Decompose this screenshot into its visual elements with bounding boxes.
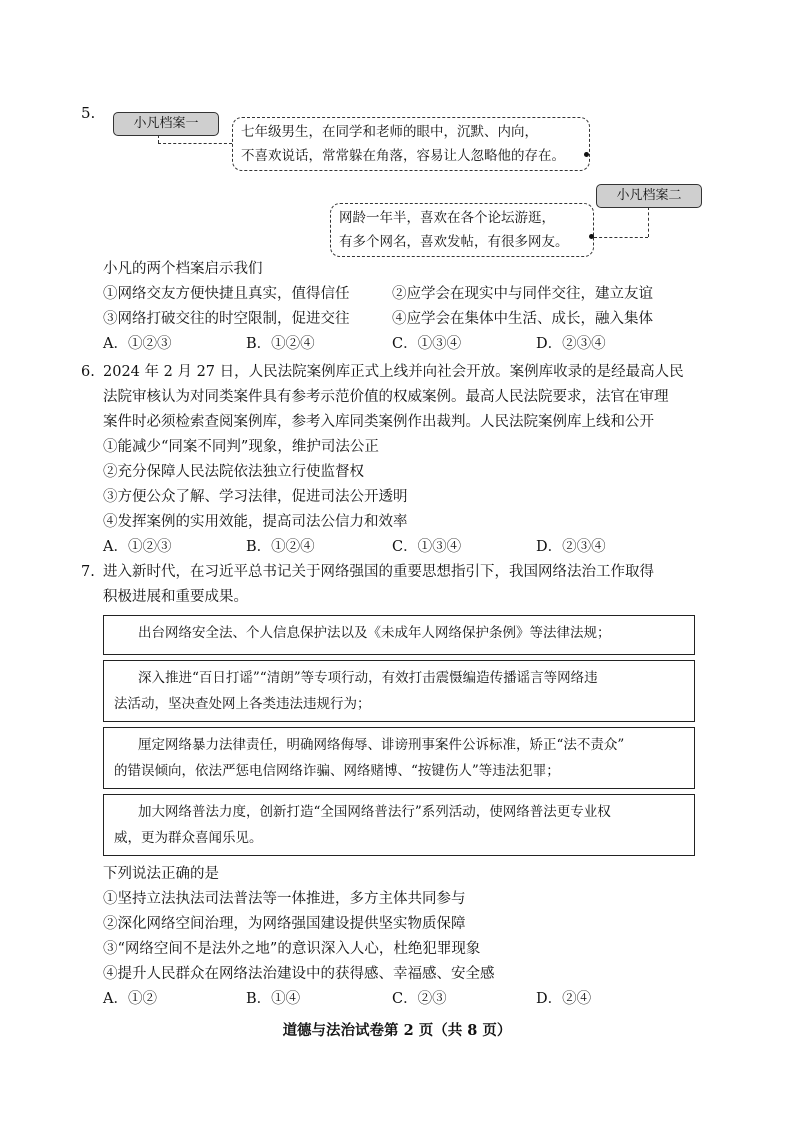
material-box-3 bbox=[103, 727, 695, 789]
question-7-number: 7. bbox=[81, 564, 95, 580]
question-7-choice-c: C．②③ bbox=[392, 991, 447, 1007]
profile-box-1-line-1: 七年级男生，在同学和老师的眼中，沉默、内向， bbox=[241, 124, 538, 140]
question-5-option-4: ④应学会在集体中生活、成长，融入集体 bbox=[392, 311, 653, 327]
material-box-3-line-1: 厘定网络暴力法律责任，明确网络侮辱、诽谤刑事案件公诉标准，矫正“法不责众” bbox=[138, 737, 625, 753]
question-5-option-1: ①网络交友方便快捷且真实，值得信任 bbox=[103, 286, 350, 302]
question-7-line-2: 积极进展和重要成果。 bbox=[103, 589, 248, 605]
question-5-option-2: ②应学会在现实中与同伴交往，建立友谊 bbox=[392, 286, 653, 302]
profile-box-1-line-2: 不喜欢说话，常常躲在角落，容易让人忽略他的存在。 bbox=[241, 148, 565, 164]
material-box-2 bbox=[103, 660, 695, 722]
question-7-option-4: ④提升人民群众在网络法治建设中的获得感、幸福感、安全感 bbox=[103, 966, 495, 982]
question-7-stem: 下列说法正确的是 bbox=[103, 866, 219, 882]
material-box-2-line-2: 法活动，坚决查处网上各类违法违规行为； bbox=[114, 696, 371, 712]
question-6-choice-c: C．①③④ bbox=[392, 539, 462, 555]
material-box-4 bbox=[103, 794, 695, 856]
material-box-2-line-1: 深入推进“百日打谣”“清朗”等专项行动，有效打击震慑编造传播谣言等网络违 bbox=[138, 670, 598, 686]
profile-tag-1: 小凡档案一 bbox=[113, 112, 219, 136]
material-box-4-line-2: 威，更为群众喜闻乐见。 bbox=[114, 830, 263, 846]
question-7-option-1: ①坚持立法执法司法普法等一体推进，多方主体共同参与 bbox=[103, 891, 466, 907]
material-box-1 bbox=[103, 615, 695, 655]
question-6-option-4: ④发挥案例的实用效能，提高司法公信力和效率 bbox=[103, 514, 408, 530]
profile-box-2-line-1: 网龄一年半，喜欢在各个论坛游逛， bbox=[339, 210, 555, 226]
question-5-option-3: ③网络打破交往的时空限制，促进交往 bbox=[103, 311, 350, 327]
question-5-number: 5. bbox=[81, 104, 96, 122]
page-footer: 道德与法治试卷第 2 页（共 8 页） bbox=[282, 1022, 512, 1039]
question-6-choice-b: B．①②④ bbox=[246, 539, 315, 555]
connector-line bbox=[158, 143, 232, 144]
question-7-line-1: 进入新时代，在习近平总书记关于网络强国的重要思想指引下，我国网络法治工作取得 bbox=[103, 564, 654, 580]
question-5-choice-c: C．①③④ bbox=[392, 336, 462, 352]
profile-box-2 bbox=[330, 203, 594, 257]
question-5-choice-d: D．②③④ bbox=[536, 336, 606, 352]
connector-dot bbox=[584, 152, 589, 157]
question-6-option-3: ③方便公众了解、学习法律，促进司法公开透明 bbox=[103, 489, 408, 505]
question-6-choice-a: A．①②③ bbox=[103, 539, 172, 555]
profile-box-2-line-2: 有多个网名，喜欢发帖，有很多网友。 bbox=[339, 234, 569, 250]
question-5-stem: 小凡的两个档案启示我们 bbox=[103, 261, 263, 277]
question-5-choice-a: A．①②③ bbox=[103, 336, 172, 352]
question-6-line-3: 案件时必须检索查阅案例库，参考入库同类案例作出裁判。人民法院案例库上线和公开 bbox=[103, 414, 654, 430]
question-5-choice-b: B．①②④ bbox=[246, 336, 315, 352]
material-box-4-line-1: 加大网络普法力度，创新打造“全国网络普法行”系列活动，使网络普法更专业权 bbox=[138, 804, 611, 820]
question-6-line-2: 法院审核认为对同类案件具有参考示范价值的权威案例。最高人民法院要求，法官在审理 bbox=[103, 389, 669, 405]
profile-box-1 bbox=[232, 117, 590, 171]
connector-dot bbox=[589, 234, 594, 239]
question-7-option-3: ③“网络空间不是法外之地”的意识深入人心，杜绝犯罪现象 bbox=[103, 941, 481, 957]
connector-line bbox=[158, 135, 159, 143]
question-6-choice-d: D．②③④ bbox=[536, 539, 606, 555]
profile-tag-2: 小凡档案二 bbox=[596, 184, 702, 208]
connector-line bbox=[648, 207, 649, 237]
question-6-number: 6. bbox=[81, 364, 95, 380]
question-6-option-1: ①能减少“同案不同判”现象，维护司法公正 bbox=[103, 439, 379, 455]
material-box-3-line-2: 的错误倾向，依法严惩电信网络诈骗、网络赌博、“按键伤人”等违法犯罪； bbox=[114, 763, 560, 779]
question-7-option-2: ②深化网络空间治理，为网络强国建设提供坚实物质保障 bbox=[103, 916, 466, 932]
material-box-1-text: 出台网络安全法、个人信息保护法以及《未成年人网络保护条例》等法律法规； bbox=[138, 625, 611, 641]
connector-line bbox=[594, 237, 648, 238]
question-6-line-1: 2024 年 2 月 27 日，人民法院案例库正式上线并向社会开放。案例库收录的是经最高人民 bbox=[103, 364, 684, 380]
question-7-choice-b: B．①④ bbox=[246, 991, 301, 1007]
question-6-option-2: ②充分保障人民法院依法独立行使监督权 bbox=[103, 464, 364, 480]
question-7-choice-d: D．②④ bbox=[536, 991, 592, 1007]
question-7-choice-a: A．①② bbox=[103, 991, 157, 1007]
